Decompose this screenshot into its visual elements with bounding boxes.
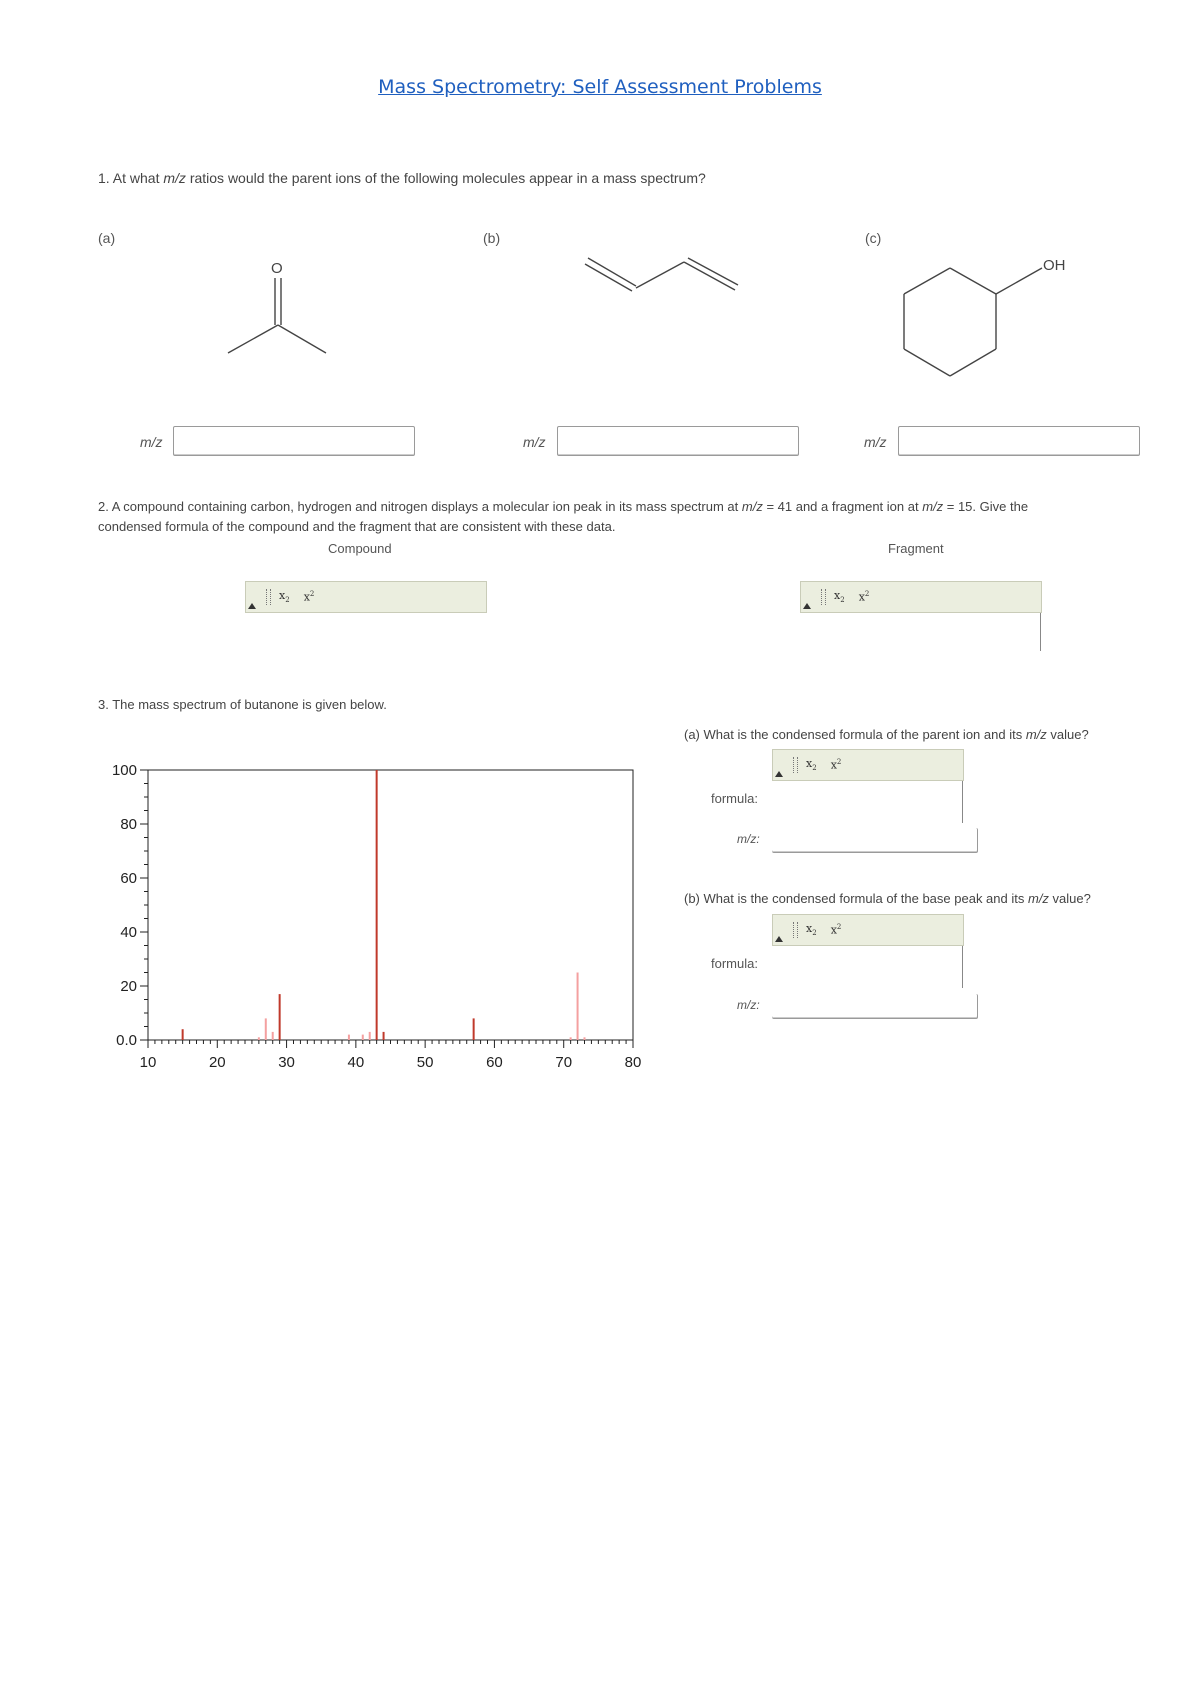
q3b-text [684, 891, 1091, 906]
q3b-formula-label: formula: [711, 956, 758, 971]
q2-mz-1: m/z [741, 499, 763, 514]
acetone-structure [220, 255, 340, 365]
butadiene-structure [580, 250, 750, 310]
toolbar-collapse-icon[interactable] [248, 603, 256, 609]
q3a-formula-label: formula: [711, 791, 758, 806]
q3a-text-post: value? [1046, 727, 1089, 742]
subscript-button-mark: 2 [812, 929, 817, 938]
x-tick-label: 60 [486, 1054, 503, 1071]
subscript-button-label: x [834, 589, 841, 603]
superscript-button[interactable] [831, 923, 842, 937]
q1b-mz-label: m/z [523, 434, 546, 450]
q3b-formula-input[interactable] [962, 946, 963, 988]
q3a-mz-label: m/z: [737, 832, 760, 846]
q3b-mz-input[interactable] [772, 994, 978, 1019]
q3b-text-post: value? [1048, 891, 1091, 906]
q1-part-b-label: (b) [483, 230, 501, 246]
superscript-button-label: x [830, 758, 837, 772]
y-tick-label: 20 [120, 978, 137, 995]
q2-mz-2: m/z [922, 499, 944, 514]
q3a-text-pre: (a) What is the condensed formula of the parent ion and its [684, 727, 1026, 742]
x-tick-label: 20 [208, 1054, 226, 1071]
compound-format-toolbar [245, 581, 487, 613]
q3b-mz-label: m/z: [737, 998, 760, 1012]
toolbar-collapse-icon[interactable] [803, 603, 811, 609]
subscript-button-mark: 2 [812, 764, 817, 773]
page-title: Mass Spectrometry: Self Assessment Problems [378, 76, 822, 98]
x-tick-label: 50 [416, 1054, 434, 1071]
superscript-button-label: x [830, 923, 837, 937]
toolbar-collapse-icon[interactable] [775, 936, 783, 942]
cyclohexanol-structure [900, 248, 1100, 388]
q2-text-b: = 41 and a fragment ion at [762, 499, 923, 514]
plot-frame [148, 770, 633, 1040]
superscript-button-label: x [303, 590, 310, 604]
fragment-label: Fragment [888, 541, 944, 556]
fragment-formula-input[interactable] [1040, 613, 1041, 651]
subscript-button-label: x [806, 757, 813, 771]
ring-bond-1 [950, 268, 996, 294]
q1-text-pre: 1. At what [98, 170, 164, 186]
subscript-button[interactable] [279, 589, 290, 604]
ring-bond-3 [950, 349, 996, 376]
toolbar-grip-icon[interactable] [793, 757, 798, 773]
toolbar-grip-icon[interactable] [266, 589, 271, 605]
y-tick-label: 60 [120, 870, 137, 887]
q2-text-line2: condensed formula of the compound and the fragment that are consistent with these data. [98, 519, 616, 534]
superscript-button-mark: 2 [864, 590, 870, 599]
q1a-mz-label: m/z [140, 434, 163, 450]
q3b-mz: m/z [1027, 891, 1049, 906]
subscript-button-label: x [279, 589, 286, 603]
double-bond-2a [684, 262, 735, 290]
superscript-button[interactable] [304, 590, 315, 604]
superscript-button-label: x [858, 590, 865, 604]
q1a-mz-input[interactable] [173, 426, 415, 456]
double-bond-1b [585, 264, 632, 291]
toolbar-grip-icon[interactable] [793, 922, 798, 938]
q3b-text-pre: (b) What is the condensed formula of the base peak and its [684, 891, 1028, 906]
methyl-bond-right [278, 325, 326, 353]
y-tick-label: 100 [111, 762, 137, 779]
hydroxyl-label: OH [1043, 257, 1066, 274]
subscript-button[interactable] [834, 589, 845, 604]
q3b-format-toolbar [772, 914, 964, 946]
subscript-button[interactable] [806, 922, 817, 937]
subscript-button-mark: 2 [840, 596, 845, 605]
question-1-text [98, 170, 706, 186]
toolbar-grip-icon[interactable] [821, 589, 826, 605]
superscript-button-mark: 2 [836, 758, 842, 767]
carbonyl-oxygen-label: O [271, 260, 283, 277]
q2-text-c: = 15. Give the [943, 499, 1029, 514]
compound-label: Compound [328, 541, 392, 556]
double-bond-2b [688, 258, 738, 285]
question-3-text: 3. The mass spectrum of butanone is given below. [98, 697, 387, 712]
subscript-button-label: x [806, 922, 813, 936]
q1c-mz-input[interactable] [898, 426, 1140, 456]
y-tick-label: 0.0 [116, 1032, 137, 1049]
superscript-button[interactable] [859, 590, 870, 604]
x-tick-label: 10 [139, 1054, 157, 1071]
mass-spectrum-chart [95, 755, 655, 1115]
q1b-mz-input[interactable] [557, 426, 799, 456]
q1c-mz-label: m/z [864, 434, 887, 450]
fragment-format-toolbar [800, 581, 1042, 613]
superscript-button-mark: 2 [309, 590, 315, 599]
q3a-formula-input[interactable] [962, 781, 963, 823]
superscript-button-mark: 2 [836, 923, 842, 932]
x-tick-label: 70 [555, 1054, 573, 1071]
question-2-text [98, 497, 1158, 537]
q1-part-c-label: (c) [865, 230, 882, 246]
subscript-button[interactable] [806, 757, 817, 772]
superscript-button[interactable] [831, 758, 842, 772]
y-tick-label: 80 [120, 816, 137, 833]
x-tick-label: 40 [347, 1054, 365, 1071]
q3a-mz: m/z [1025, 727, 1047, 742]
oh-bond [996, 268, 1042, 294]
x-tick-label: 30 [278, 1054, 295, 1071]
methyl-bond-left [228, 325, 278, 353]
x-tick-label: 80 [624, 1054, 642, 1071]
ring-bond-4 [904, 349, 950, 376]
toolbar-collapse-icon[interactable] [775, 771, 783, 777]
q3a-text [684, 727, 1089, 742]
q3a-mz-input[interactable] [772, 828, 978, 853]
single-bond [636, 262, 684, 288]
q3a-format-toolbar [772, 749, 964, 781]
subscript-button-mark: 2 [285, 596, 290, 605]
q1-text-post: ratios would the parent ions of the following molecules appear in a mass spectrum? [185, 170, 706, 186]
q2-text-a: 2. A compound containing carbon, hydrogen and nitrogen displays a molecular ion peak in its mass spectrum at [98, 499, 742, 514]
ring-bond-6 [904, 268, 950, 294]
y-tick-label: 40 [120, 924, 137, 941]
q1-part-a-label: (a) [98, 230, 116, 246]
double-bond-1a [588, 258, 636, 286]
q1-mz: m/z [163, 170, 186, 186]
